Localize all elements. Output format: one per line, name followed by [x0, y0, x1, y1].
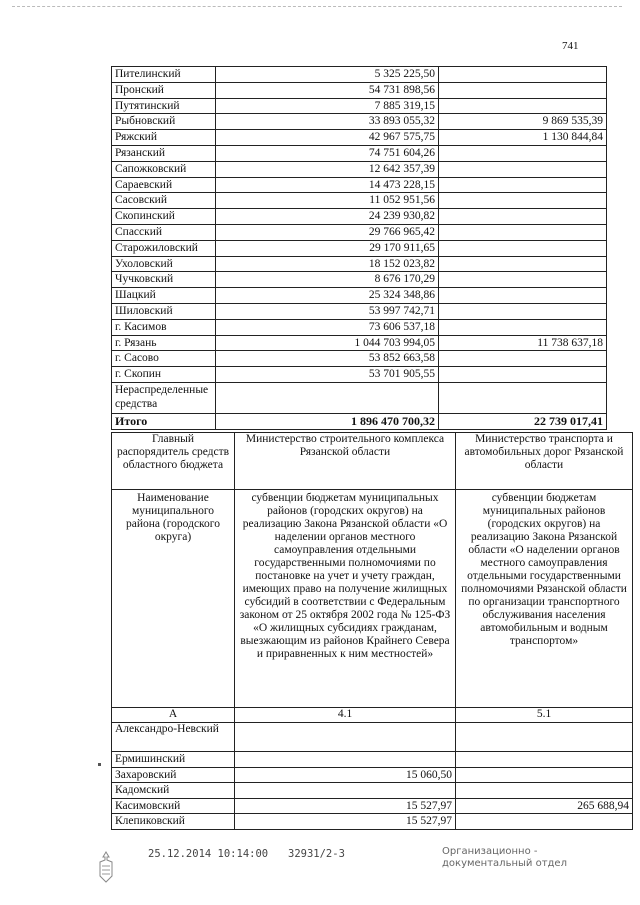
- amount-col2: [439, 351, 607, 367]
- amount-col1: 53 701 905,55: [216, 367, 439, 383]
- footer-department: [442, 846, 567, 870]
- district-name: Пителинский: [112, 67, 216, 83]
- table-row: [112, 114, 607, 130]
- total-label: Итого: [112, 413, 216, 429]
- amount-col2: 9 869 535,39: [439, 114, 607, 130]
- table-row: [112, 209, 607, 225]
- amount-col1: 8 676 170,29: [216, 272, 439, 288]
- unallocated-label-line1: Нераспределенные: [115, 383, 209, 396]
- district-name: Шиловский: [112, 303, 216, 319]
- amount-col1: 53 852 663,58: [216, 351, 439, 367]
- column-index-5-1: 5.1: [456, 708, 633, 723]
- footer-department-line1: Организационно -: [442, 846, 538, 857]
- amount-col2: [456, 767, 633, 783]
- district-name: Шацкий: [112, 288, 216, 304]
- subvention-table: [111, 432, 633, 830]
- amount-col2: [439, 145, 607, 161]
- table-row: [112, 752, 633, 768]
- footer-department-line2: документальный отдел: [442, 858, 567, 869]
- total-col2: 22 739 017,41: [439, 413, 607, 429]
- total-row: [112, 413, 607, 429]
- table-row: [112, 767, 633, 783]
- district-name: Касимовский: [112, 798, 235, 814]
- amount-col2: [439, 288, 607, 304]
- amount-col1: 15 527,97: [235, 798, 456, 814]
- purpose-housing-subsidies: субвенции бюджетам муниципальных районов (городских округов) на реализацию Закона Рязанской области «О наделении органов местного самоуправления отдельными государственными полномочиями по постановке на учет и учету граждан, имеющих право на получение жилищных субсидий в соответствии с Федеральным законом от 25 октября 2002 года № 125-ФЗ «О жилищных субсидиях гражданам, выезжающим из районов Крайнего Севера и приравненных к ним местностей»: [235, 490, 456, 708]
- amount-col2: [439, 224, 607, 240]
- table-row: [112, 319, 607, 335]
- unallocated-label: [112, 382, 216, 413]
- table-row: [112, 288, 607, 304]
- district-name: Сараевский: [112, 177, 216, 193]
- amount-col2: [456, 752, 633, 768]
- table-row: [112, 82, 607, 98]
- table-row: [112, 67, 607, 83]
- unallocated-row: [112, 382, 607, 413]
- table-row: [112, 798, 633, 814]
- amount-col1: 42 967 575,75: [216, 130, 439, 146]
- page-number: 741: [562, 40, 579, 52]
- amount-col2: 265 688,94: [456, 798, 633, 814]
- amount-col1: 33 893 055,32: [216, 114, 439, 130]
- table-row: [112, 193, 607, 209]
- amount-col1: 18 152 023,82: [216, 256, 439, 272]
- budget-table-body: [112, 67, 607, 383]
- district-name: г. Касимов: [112, 319, 216, 335]
- header-main-distributor: Главный распорядитель средств областного бюджета: [112, 433, 235, 490]
- column-index-4-1: 4.1: [235, 708, 456, 723]
- amount-col1: [235, 783, 456, 799]
- purpose-transport-service: субвенции бюджетам муниципальных районов (городских округов) на реализацию Закона Рязанской области «О наделении органов местного самоуправления отдельными государственными полномочиями Рязанской области по организации транспортного обслуживания населения автомобильным и водным транспортом»: [456, 490, 633, 708]
- purpose-row: [112, 490, 633, 708]
- district-name: Александро-Невский: [112, 723, 235, 752]
- amount-col1: 15 527,97: [235, 814, 456, 830]
- unallocated-col2: [439, 382, 607, 413]
- amount-col1: 29 766 965,42: [216, 224, 439, 240]
- amount-col1: 5 325 225,50: [216, 67, 439, 83]
- table-row: [112, 367, 607, 383]
- column-index-row: [112, 708, 633, 723]
- district-name: Рыбновский: [112, 114, 216, 130]
- amount-col2: [439, 256, 607, 272]
- table-row: [112, 240, 607, 256]
- table-row: [112, 177, 607, 193]
- column-index-a: А: [112, 708, 235, 723]
- district-name: Кадомский: [112, 783, 235, 799]
- amount-col1: 73 606 537,18: [216, 319, 439, 335]
- table-row: [112, 145, 607, 161]
- amount-col2: [439, 319, 607, 335]
- amount-col1: [235, 723, 456, 752]
- budget-table-continued: [111, 66, 607, 430]
- amount-col1: [235, 752, 456, 768]
- unallocated-label-line2: средства: [115, 397, 158, 410]
- amount-col1: 11 052 951,56: [216, 193, 439, 209]
- district-name: г. Скопин: [112, 367, 216, 383]
- amount-col2: 1 130 844,84: [439, 130, 607, 146]
- district-name: Ухоловский: [112, 256, 216, 272]
- district-name: г. Рязань: [112, 335, 216, 351]
- district-name: Захаровский: [112, 767, 235, 783]
- amount-col1: 29 170 911,65: [216, 240, 439, 256]
- scan-top-edge: [12, 6, 622, 7]
- amount-col1: 1 044 703 994,05: [216, 335, 439, 351]
- amount-col2: [456, 814, 633, 830]
- amount-col1: 53 997 742,71: [216, 303, 439, 319]
- table-row: [112, 224, 607, 240]
- amount-col2: 11 738 637,18: [439, 335, 607, 351]
- amount-col2: [456, 783, 633, 799]
- table-row: [112, 783, 633, 799]
- table-row: [112, 335, 607, 351]
- table-row: [112, 351, 607, 367]
- table-row: [112, 256, 607, 272]
- amount-col2: [439, 240, 607, 256]
- scan-mark: [98, 763, 101, 766]
- footer-datetime: 25.12.2014 10:14:00: [148, 848, 269, 860]
- district-name: Рязанский: [112, 145, 216, 161]
- coat-of-arms-icon: [96, 850, 116, 884]
- district-name: Пронский: [112, 82, 216, 98]
- table-row: [112, 130, 607, 146]
- amount-col2: [439, 367, 607, 383]
- header-ministry-construction: Министерство строительного комплекса Рязанской области: [235, 433, 456, 490]
- table-row: [112, 814, 633, 830]
- header-ministry-transport: Министерство транспорта и автомобильных дорог Рязанской области: [456, 433, 633, 490]
- amount-col2: [439, 209, 607, 225]
- district-name: Спасский: [112, 224, 216, 240]
- amount-col1: 14 473 228,15: [216, 177, 439, 193]
- amount-col2: [439, 67, 607, 83]
- header-row: [112, 433, 633, 490]
- subvention-table-body: [112, 723, 633, 830]
- district-name: Скопинский: [112, 209, 216, 225]
- amount-col2: [439, 303, 607, 319]
- header-municipality-name: Наименование муниципального района (городского округа): [112, 490, 235, 708]
- amount-col2: [456, 723, 633, 752]
- amount-col2: [439, 193, 607, 209]
- district-name: г. Сасово: [112, 351, 216, 367]
- amount-col1: 15 060,50: [235, 767, 456, 783]
- amount-col1: 25 324 348,86: [216, 288, 439, 304]
- amount-col1: 54 731 898,56: [216, 82, 439, 98]
- table-row: [112, 723, 633, 752]
- amount-col2: [439, 98, 607, 114]
- table-row: [112, 303, 607, 319]
- district-name: Клепиковский: [112, 814, 235, 830]
- amount-col2: [439, 272, 607, 288]
- table-row: [112, 161, 607, 177]
- table-row: [112, 272, 607, 288]
- amount-col2: [439, 161, 607, 177]
- district-name: Путятинский: [112, 98, 216, 114]
- footer-document-id: 32931/2-3: [288, 848, 345, 860]
- amount-col1: 7 885 319,15: [216, 98, 439, 114]
- amount-col2: [439, 82, 607, 98]
- amount-col2: [439, 177, 607, 193]
- district-name: Ермишинский: [112, 752, 235, 768]
- district-name: Ряжский: [112, 130, 216, 146]
- district-name: Чучковский: [112, 272, 216, 288]
- unallocated-col1: [216, 382, 439, 413]
- table-row: [112, 98, 607, 114]
- amount-col1: 12 642 357,39: [216, 161, 439, 177]
- amount-col1: 74 751 604,26: [216, 145, 439, 161]
- district-name: Старожиловский: [112, 240, 216, 256]
- total-col1: 1 896 470 700,32: [216, 413, 439, 429]
- district-name: Сасовский: [112, 193, 216, 209]
- amount-col1: 24 239 930,82: [216, 209, 439, 225]
- district-name: Сапожковский: [112, 161, 216, 177]
